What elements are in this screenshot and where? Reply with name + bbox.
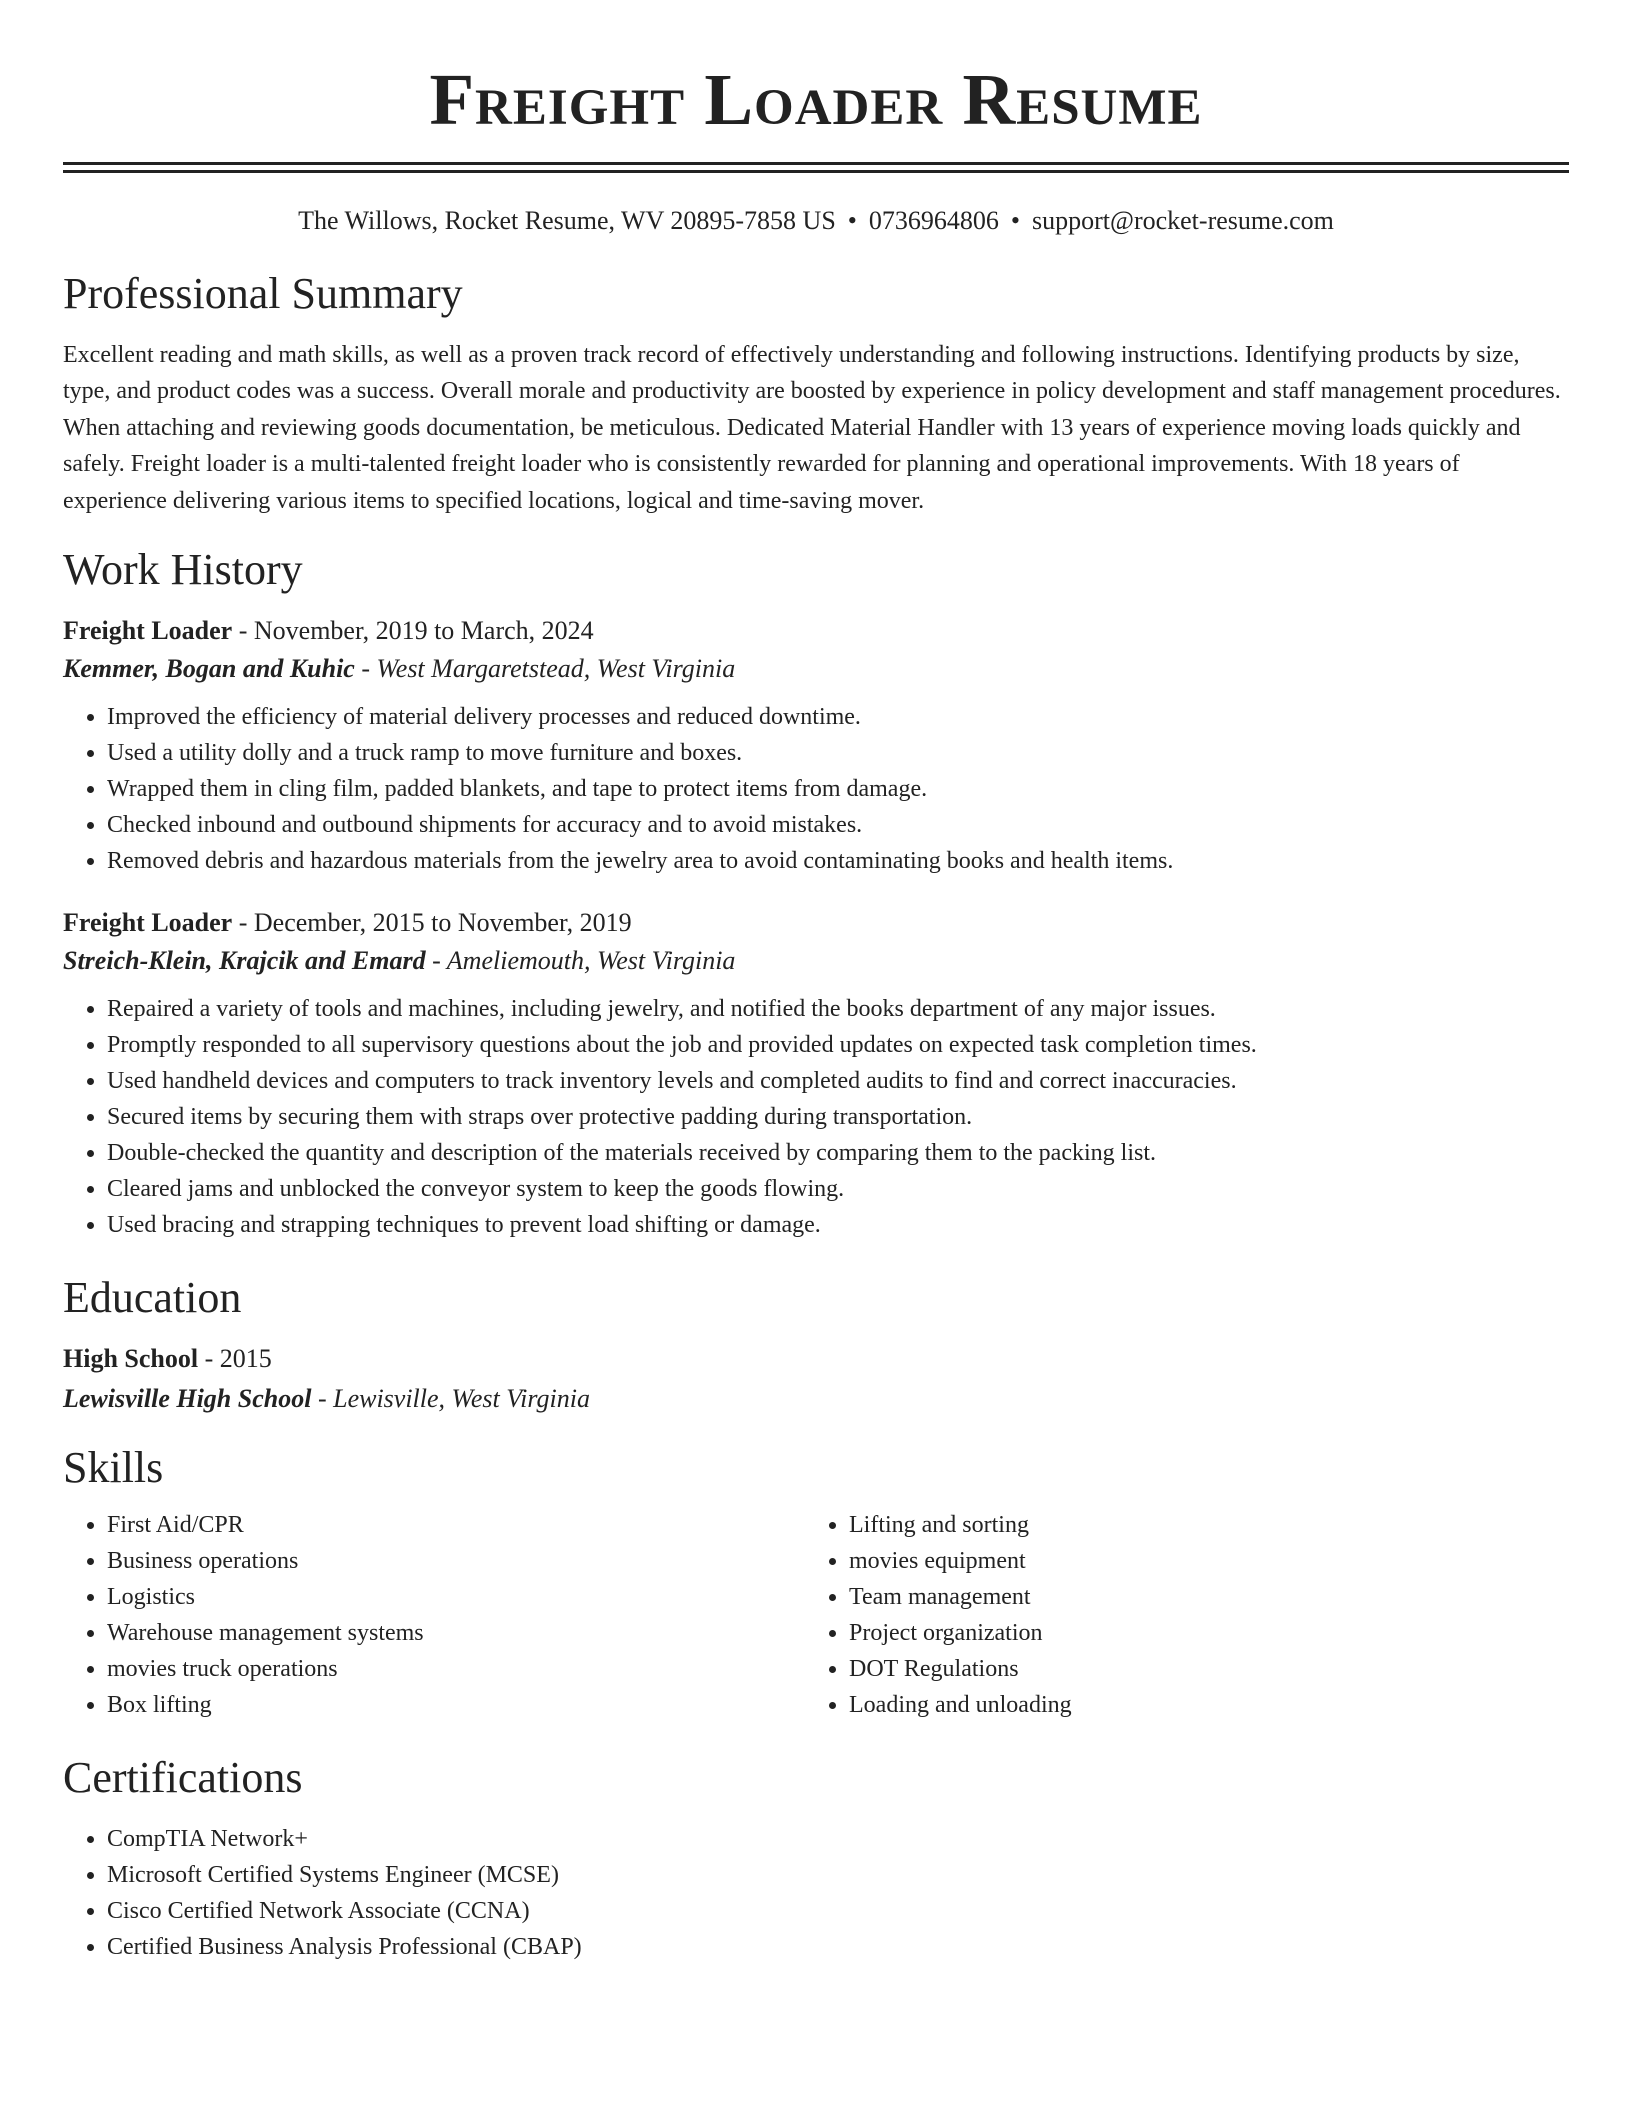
skill-item: • DOT Regulations [849, 1651, 1569, 1687]
job-bullets [63, 991, 1569, 1243]
education-degree: High School [63, 1344, 199, 1374]
certifications-heading: Certifications [63, 1753, 303, 1803]
certification-item: • Microsoft Certified Systems Engineer (MCSE) [107, 1857, 1569, 1893]
skills-column-left [63, 1507, 805, 1723]
job-title-line [63, 613, 1569, 649]
job-bullet: • Checked inbound and outbound shipments for accuracy and to avoid mistakes. [107, 807, 1569, 843]
work-history-heading: Work History [63, 545, 303, 595]
skill-item: • Business operations [107, 1543, 805, 1579]
certifications-section [63, 1749, 1569, 1965]
job-bullet: • Used a utility dolly and a truck ramp to move furniture and boxes. [107, 735, 1569, 771]
skill-item: • Logistics [107, 1579, 805, 1615]
skill-item: • Project organization [849, 1615, 1569, 1651]
job-bullet: • Secured items by securing them with straps over protective padding during transportation. [107, 1099, 1569, 1135]
certifications-list [63, 1821, 1569, 1965]
job-title-line [63, 905, 1569, 941]
skill-item: • Team management [849, 1579, 1569, 1615]
contact-separator: • [847, 206, 857, 235]
certification-item: • CompTIA Network+ [107, 1821, 1569, 1857]
job-role: Freight Loader [63, 616, 233, 646]
job-bullet: • Wrapped them in cling film, padded blankets, and tape to protect items from damage. [107, 771, 1569, 807]
job-bullet: • Improved the efficiency of material delivery processes and reduced downtime. [107, 699, 1569, 735]
job-bullet: • Removed debris and hazardous materials from the jewelry area to avoid contaminating books and health items. [107, 843, 1569, 879]
page-title: Freight Loader Resume [429, 59, 1203, 140]
contact-phone: 0736964806 [868, 206, 999, 235]
job-dates: - December, 2015 to November, 2019 [232, 908, 632, 938]
job-bullet: • Used handheld devices and computers to track inventory levels and completed audits to find and correct inaccuracies. [107, 1063, 1569, 1099]
job-location: - Ameliemouth, West Virginia [425, 946, 736, 976]
job-company: Streich-Klein, Krajcik and Emard [63, 946, 426, 976]
summary-heading: Professional Summary [63, 269, 463, 318]
education-year: - 2015 [198, 1344, 272, 1374]
contact-address: The Willows, Rocket Resume, WV 20895-7858 US [298, 206, 836, 235]
summary-text: Excellent reading and math skills, as well as a proven track record of effectively understanding and following instructions. Identifying products by size, type, and product codes was a success. Overall morale and productivity are boosted by experience in policy development and staff management procedures. When attaching and reviewing goods documentation, be meticulous. Dedicated Material Handler with 13 years of experience moving loads quickly and safely. Freight loader is a multi-talented freight loader who is consistently rewarded for planning and operational improvements. With 18 years of experience delivering various items to specified locations, logical and time-saving mover. [63, 342, 1561, 514]
job-company-line [63, 941, 1569, 981]
skill-item: • Warehouse management systems [107, 1615, 805, 1651]
education-location: - Lewisville, West Virginia [311, 1384, 590, 1414]
skill-item: • Loading and unloading [849, 1687, 1569, 1723]
job-entry [63, 613, 1569, 879]
job-bullet: • Used bracing and strapping techniques to prevent load shifting or damage. [107, 1207, 1569, 1243]
job-location: - West Margaretstead, West Virginia [354, 654, 736, 684]
contact-email: support@rocket-resume.com [1032, 206, 1334, 235]
job-company: Kemmer, Bogan and Kuhic [63, 654, 355, 684]
certification-item: • Certified Business Analysis Professional (CBAP) [107, 1929, 1569, 1965]
skill-item: • Lifting and sorting [849, 1507, 1569, 1543]
education-degree-line [63, 1341, 1569, 1377]
skill-item: • First Aid/CPR [107, 1507, 805, 1543]
job-role: Freight Loader [63, 908, 233, 938]
title-divider [63, 162, 1569, 173]
job-company-line [63, 649, 1569, 689]
education-section [63, 1269, 1569, 1421]
summary-section [63, 265, 1569, 519]
skills-column-right [805, 1507, 1569, 1723]
skill-item: • movies equipment [849, 1543, 1569, 1579]
work-history-section [63, 541, 1569, 1243]
job-bullet: • Promptly responded to all supervisory questions about the job and provided updates on expected task completion times. [107, 1027, 1569, 1063]
job-dates: - November, 2019 to March, 2024 [232, 616, 594, 646]
skill-item: • Box lifting [107, 1687, 805, 1723]
skills-grid [63, 1507, 1569, 1723]
job-bullet: • Cleared jams and unblocked the conveyor system to keep the goods flowing. [107, 1171, 1569, 1207]
education-entry [63, 1341, 1569, 1421]
education-school: Lewisville High School [63, 1384, 312, 1414]
certification-item: • Cisco Certified Network Associate (CCNA) [107, 1893, 1569, 1929]
education-school-line [63, 1377, 1569, 1421]
contact-separator: • [1010, 206, 1020, 235]
contact-line [63, 203, 1569, 239]
job-bullet: • Repaired a variety of tools and machines, including jewelry, and notified the books department of any major issues. [107, 991, 1569, 1027]
job-entry [63, 905, 1569, 1243]
job-bullets [63, 699, 1569, 879]
education-heading: Education [63, 1273, 242, 1323]
job-bullet: • Double-checked the quantity and description of the materials received by comparing them to the packing list. [107, 1135, 1569, 1171]
skills-heading: Skills [63, 1443, 164, 1493]
skill-item: • movies truck operations [107, 1651, 805, 1687]
skills-section [63, 1439, 1569, 1723]
